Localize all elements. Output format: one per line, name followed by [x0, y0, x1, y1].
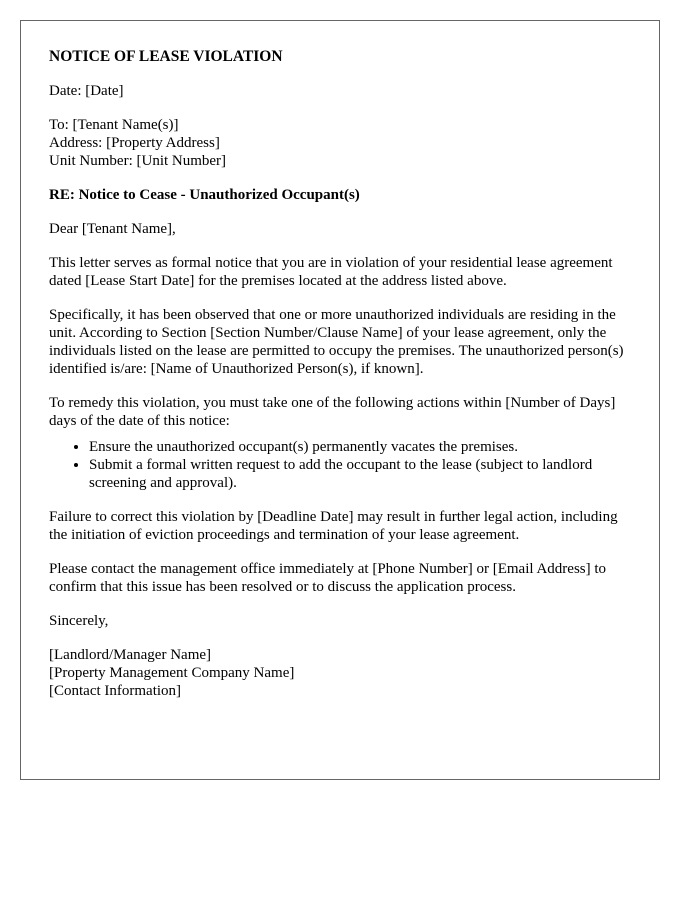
letter-title: NOTICE OF LEASE VIOLATION [49, 48, 283, 65]
recipient-address: Address: [Property Address] [49, 135, 220, 151]
letter-document [20, 20, 660, 780]
paragraph-consequences: Failure to correct this violation by [Deadline Date] may result in further legal action, including the initiation of eviction proceedings and termination of your lease agreement. [49, 509, 618, 543]
signature-block [49, 646, 631, 700]
signature-name: [Landlord/Manager Name] [49, 647, 212, 663]
sign-off: Sincerely, [49, 613, 109, 629]
list-item: • Ensure the unauthorized occupant(s) permanently vacates the premises. [89, 438, 631, 456]
subject-line: RE: Notice to Cease - Unauthorized Occupant(s) [49, 187, 360, 203]
recipient-unit: Unit Number: [Unit Number] [49, 153, 227, 169]
signature-company: [Property Management Company Name] [49, 665, 295, 681]
remedy-actions-list [49, 438, 631, 492]
paragraph-notice: This letter serves as formal notice that you are in violation of your residential lease agreement dated [Lease Start Date] for the premises located at the address listed above. [49, 255, 613, 289]
salutation: Dear [Tenant Name], [49, 221, 176, 237]
paragraph-specifics: Specifically, it has been observed that one or more unauthorized individuals are residing in the unit. According to Section [Section Number/Clause Name] of your lease agreement, only the individuals listed on the lease are permitted to occupy the premises. The unauthorized person(s) identified is/are: [Name of Unauthorized Person(s), if known]. [49, 307, 624, 377]
recipient-block [49, 116, 631, 170]
paragraph-contact: Please contact the management office immediately at [Phone Number] or [Email Address] to confirm that this issue has been resolved or to discuss the application process. [49, 561, 607, 595]
recipient-to: To: [Tenant Name(s)] [49, 117, 179, 133]
signature-contact: [Contact Information] [49, 683, 182, 699]
list-item: • Submit a formal written request to add the occupant to the lease (subject to landlord screening and approval). [89, 456, 631, 492]
paragraph-remedy: To remedy this violation, you must take one of the following actions within [Number of Days] days of the date of this notice: [49, 395, 616, 429]
date-line: Date: [Date] [49, 83, 124, 99]
